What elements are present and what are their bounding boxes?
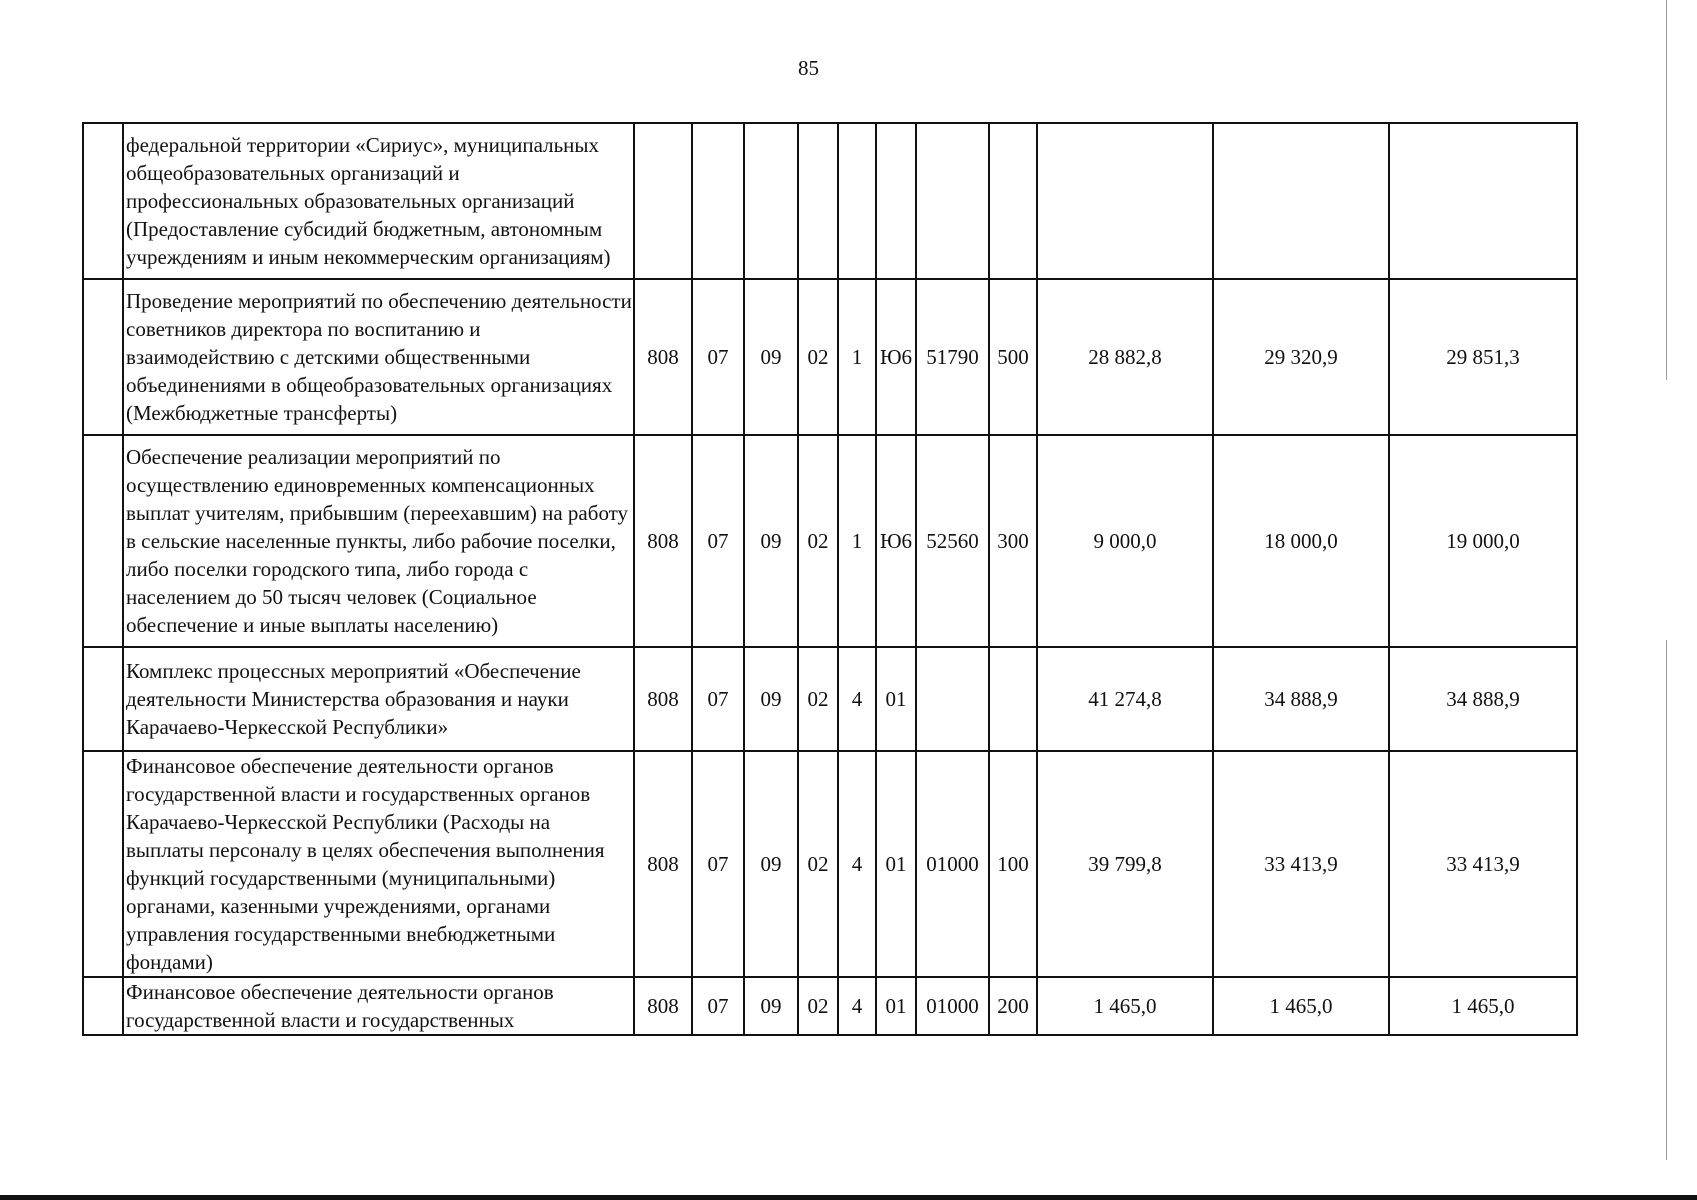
section-code-cell: 07	[692, 279, 744, 435]
ministry-code-cell: 808	[634, 279, 692, 435]
program-code-cell	[798, 123, 838, 279]
program-code-cell: 02	[798, 647, 838, 751]
amount-year-2-cell: 18 000,0	[1213, 435, 1389, 647]
amount-year-2-cell: 34 888,9	[1213, 647, 1389, 751]
program-code-cell: 02	[798, 751, 838, 977]
subsection-code-cell: 09	[744, 435, 798, 647]
description-cell: Финансовое обеспечение деятельности органов государственной власти и государственных	[123, 977, 634, 1035]
subsection-code-cell: 09	[744, 647, 798, 751]
structural-element-code-cell: Ю6	[876, 435, 916, 647]
table-row	[83, 977, 1577, 1035]
structural-element-code-cell	[876, 123, 916, 279]
table-row	[83, 279, 1577, 435]
amount-year-2-cell: 33 413,9	[1213, 751, 1389, 977]
direction-code-cell: 01000	[916, 977, 989, 1035]
direction-code-cell: 52560	[916, 435, 989, 647]
description-cell: Обеспечение реализации мероприятий по осуществлению единовременных компенсационных выплат учителям, прибывшим (переехавшим) на работу в сельские населенные пункты, либо рабочие поселки, либо поселки городского типа, либо города с населением до 50 тысяч человек (Социальное обеспечение и иные выплаты населению)	[123, 435, 634, 647]
ministry-code-cell: 808	[634, 435, 692, 647]
structural-element-code-cell: 01	[876, 977, 916, 1035]
row-number-cell	[83, 977, 123, 1035]
amount-year-3-cell: 29 851,3	[1389, 279, 1577, 435]
page-number: 85	[798, 56, 819, 80]
program-code-cell: 02	[798, 435, 838, 647]
expense-type-code-cell: 200	[989, 977, 1037, 1035]
ministry-code-cell: 808	[634, 647, 692, 751]
structural-element-code-cell: 01	[876, 751, 916, 977]
ministry-code-cell: 808	[634, 977, 692, 1035]
subsection-code-cell	[744, 123, 798, 279]
amount-year-3-cell: 34 888,9	[1389, 647, 1577, 751]
subprogram-type-code-cell: 4	[838, 647, 876, 751]
amount-year-2-cell: 1 465,0	[1213, 977, 1389, 1035]
subprogram-type-code-cell: 1	[838, 279, 876, 435]
table-row	[83, 647, 1577, 751]
program-code-cell: 02	[798, 977, 838, 1035]
program-code-cell: 02	[798, 279, 838, 435]
amount-year-1-cell: 28 882,8	[1037, 279, 1213, 435]
subprogram-type-code-cell: 4	[838, 977, 876, 1035]
amount-year-1-cell: 1 465,0	[1037, 977, 1213, 1035]
scan-edge-mark	[1666, 640, 1667, 1160]
structural-element-code-cell: 01	[876, 647, 916, 751]
amount-year-3-cell: 33 413,9	[1389, 751, 1577, 977]
scan-bottom-edge	[0, 1195, 1697, 1200]
table-row	[83, 123, 1577, 279]
section-code-cell: 07	[692, 751, 744, 977]
amount-year-2-cell: 29 320,9	[1213, 279, 1389, 435]
row-number-cell	[83, 435, 123, 647]
direction-code-cell	[916, 123, 989, 279]
row-number-cell	[83, 279, 123, 435]
description-cell: Проведение мероприятий по обеспечению деятельности советников директора по воспитанию и взаимодействию с детскими общественными объединениями в общеобразовательных организациях (Межбюджетные трансферты)	[123, 279, 634, 435]
amount-year-1-cell: 41 274,8	[1037, 647, 1213, 751]
section-code-cell	[692, 123, 744, 279]
expense-type-code-cell	[989, 123, 1037, 279]
subsection-code-cell: 09	[744, 751, 798, 977]
direction-code-cell: 01000	[916, 751, 989, 977]
structural-element-code-cell: Ю6	[876, 279, 916, 435]
amount-year-3-cell: 19 000,0	[1389, 435, 1577, 647]
scan-edge-mark	[1666, 0, 1667, 380]
amount-year-1-cell: 39 799,8	[1037, 751, 1213, 977]
budget-table	[82, 122, 1578, 1036]
subsection-code-cell: 09	[744, 977, 798, 1035]
subprogram-type-code-cell: 4	[838, 751, 876, 977]
subsection-code-cell: 09	[744, 279, 798, 435]
row-number-cell	[83, 751, 123, 977]
direction-code-cell: 51790	[916, 279, 989, 435]
description-cell: Комплекс процессных мероприятий «Обеспечение деятельности Министерства образования и науки Карачаево-Черкесской Республики»	[123, 647, 634, 751]
row-number-cell	[83, 647, 123, 751]
ministry-code-cell: 808	[634, 751, 692, 977]
section-code-cell: 07	[692, 435, 744, 647]
subprogram-type-code-cell	[838, 123, 876, 279]
section-code-cell: 07	[692, 647, 744, 751]
expense-type-code-cell: 100	[989, 751, 1037, 977]
description-cell: Финансовое обеспечение деятельности органов государственной власти и государственных органов Карачаево-Черкесской Республики (Расходы на выплаты персоналу в целях обеспечения выполнения функций государственными (муниципальными) органами, казенными учреждениями, органами управления государственными внебюджетными фондами)	[123, 751, 634, 977]
subprogram-type-code-cell: 1	[838, 435, 876, 647]
amount-year-3-cell: 1 465,0	[1389, 977, 1577, 1035]
amount-year-2-cell	[1213, 123, 1389, 279]
amount-year-1-cell	[1037, 123, 1213, 279]
section-code-cell: 07	[692, 977, 744, 1035]
amount-year-1-cell: 9 000,0	[1037, 435, 1213, 647]
expense-type-code-cell	[989, 647, 1037, 751]
table-row	[83, 435, 1577, 647]
expense-type-code-cell: 300	[989, 435, 1037, 647]
table-row	[83, 751, 1577, 977]
direction-code-cell	[916, 647, 989, 751]
expense-type-code-cell: 500	[989, 279, 1037, 435]
amount-year-3-cell	[1389, 123, 1577, 279]
ministry-code-cell	[634, 123, 692, 279]
row-number-cell	[83, 123, 123, 279]
description-cell: федеральной территории «Сириус», муниципальных общеобразовательных организаций и профессиональных образовательных организаций (Предоставление субсидий бюджетным, автономным учреждениям и иным некоммерческим организациям)	[123, 123, 634, 279]
